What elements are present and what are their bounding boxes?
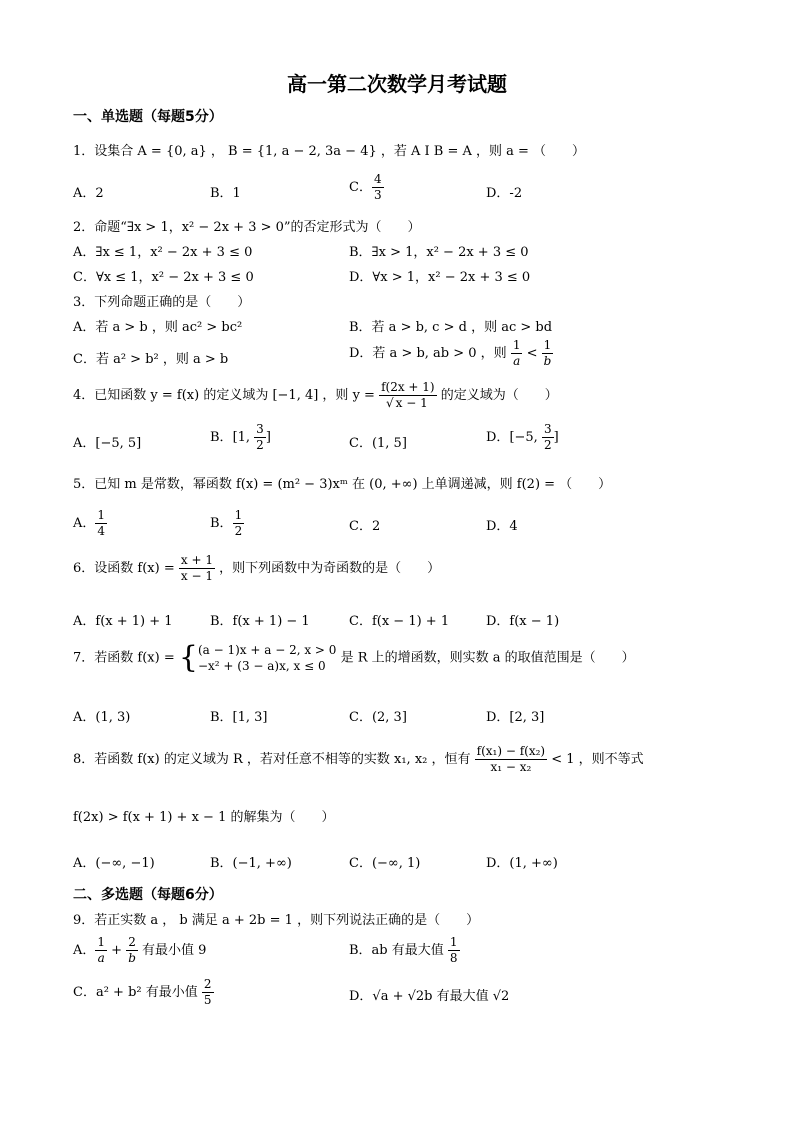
q7-option-b: B．[1, 3]	[210, 710, 268, 725]
fraction-1-over-b: $\frac{1}{b}$	[543, 338, 552, 368]
q7-piece-1: (a − 1)x + a − 2, x > 0	[197, 643, 337, 657]
q4-option-d: D．[−5, $\frac{3}{2}$ ]	[486, 422, 559, 452]
question-2: 2．命题“∃x > 1，x² − 2x + 3 > 0”的否定形式为（ ）	[73, 220, 421, 235]
question-1-number: 1．	[73, 144, 95, 159]
q4-option-b-label: B．	[210, 430, 233, 445]
less-than-sign: <	[526, 346, 538, 361]
q6-function-label: f(x) =	[137, 561, 175, 576]
q2-option-c: C．∀x ≤ 1，x² − 2x + 3 ≤ 0	[73, 270, 254, 285]
q2-option-d: D．∀x > 1，x² − 2x + 3 ≤ 0	[349, 270, 531, 285]
q6-denominator: x − 1	[180, 569, 213, 583]
q7-option-d: D．[2, 3]	[486, 710, 545, 725]
q1-option-c	[349, 172, 384, 203]
q9-option-c: C．a² + b² 有最小值 $\frac{2}{5}$	[73, 977, 212, 1007]
q4-fraction	[379, 380, 437, 411]
q5-option-d: D．4	[486, 519, 518, 534]
q7-text-pre: 7．若函数 f(x) =	[73, 650, 175, 666]
brace: {	[178, 640, 198, 675]
q8-text-post: < 1 ，则不等式	[551, 752, 644, 767]
q4-option-a: A．[−5, 5]	[73, 436, 142, 451]
q9-option-b-text: B．ab 有最大值	[349, 943, 444, 958]
q6-option-d: D．f(x − 1)	[486, 614, 560, 629]
q6-text-post: ，则下列函数中为奇函数的是（ ）	[219, 561, 441, 576]
q6-fraction	[179, 553, 215, 584]
q5-option-b-label: B．	[210, 516, 233, 531]
q9-option-c-text: C．a² + b² 有最小值	[73, 985, 198, 1000]
section-multi-choice: 二、多选题（每题6分）	[73, 887, 223, 903]
q7-piecewise	[198, 642, 336, 674]
q3-option-d-text: D．若 a > b, ab > 0 ，则	[349, 346, 507, 361]
q5-option-a: A． $\frac{1}{4}$	[73, 508, 106, 538]
fraction-1-over-a: $\frac{1}{a}$	[512, 338, 521, 368]
q1-option-c-label: C．	[349, 180, 372, 195]
q4-option-d-label: D．	[486, 430, 510, 445]
q6-option-a: A．f(x + 1) + 1	[73, 614, 173, 629]
q2-option-a: A．∃x ≤ 1，x² − 2x + 3 ≤ 0	[73, 245, 253, 260]
q8-option-c: C．(−∞, 1)	[349, 856, 421, 871]
q9-option-b: B．ab 有最大值 $\frac{1}{8}$	[349, 935, 458, 965]
q4-numerator: f(2x + 1)	[381, 380, 435, 394]
q6-numerator: x + 1	[180, 553, 213, 567]
q5-option-a-label: A．	[73, 516, 96, 531]
q9-option-a-text: 有最小值 9	[142, 943, 207, 958]
question-7	[73, 642, 635, 674]
question-4	[73, 380, 558, 411]
q4-text-pre: 4．已知函数 y = f(x) 的定义域为 [−1, 4] ，则 y =	[73, 388, 375, 403]
q7-piece-2: −x² + (3 − a)x, x ≤ 0	[197, 659, 326, 673]
q3-option-c: C．若 a² > b² ，则 a > b	[73, 352, 229, 367]
q8-text-pre: 8．若函数 f(x) 的定义域为 R ，若对任意不相等的实数 x₁, x₂ ，恒有	[73, 752, 471, 767]
q3-option-b: B．若 a > b, c > d ，则 ac > bd	[349, 320, 553, 335]
q8-option-b: B．(−1, +∞)	[210, 856, 292, 871]
question-3: 3．下列命题正确的是（ ）	[73, 295, 251, 310]
q4-text-post: 的定义域为（ ）	[440, 388, 558, 403]
q8-numerator: f(x₁) − f(x₂)	[476, 744, 546, 758]
page-title: 高一第二次数学月考试题	[287, 72, 507, 96]
q3-option-a: A．若 a > b ，则 ac² > bc²	[73, 320, 243, 335]
question-8-line2: f(2x) > f(x + 1) + x − 1 的解集为（ ）	[73, 810, 335, 825]
q4-option-b: B．[1, $\frac{3}{2}$ ]	[210, 422, 271, 452]
question-5: 5．已知 m 是常数，幂函数 f(x) = (m² − 3)xᵐ 在 (0, +∞) 上单调递减，则 f(2) = （ ）	[73, 477, 612, 492]
question-8	[73, 744, 644, 775]
q8-denominator: x₁ − x₂	[490, 760, 532, 774]
question-1	[73, 140, 585, 159]
question-9: 9．若正实数 a ， b 满足 a + 2b = 1 ，则下列说法正确的是（ ）	[73, 913, 480, 928]
q5-option-b: B． $\frac{1}{2}$	[210, 508, 243, 538]
q9-option-d: D．√a + √2b 有最大值 √2	[349, 989, 510, 1004]
question-1-text: 设集合 A = {0, a} ， B = {1, a − 2, 3a − 4} ，若 A I B = A ，则 a = （ ）	[94, 144, 586, 159]
section-single-choice: 一、单选题（每题5分）	[73, 109, 223, 125]
q1-option-a: A．2	[73, 186, 104, 201]
q8-option-a: A．(−∞, −1)	[73, 856, 155, 871]
q6-text-pre: 6．设函数	[73, 561, 134, 576]
q9-option-a: A． $\frac{1}{a}$ + $\frac{2}{b}$ 有最小值 9	[73, 935, 207, 965]
q1-c-denominator: 3	[373, 188, 382, 202]
q7-option-c: C．(2, 3]	[349, 710, 407, 725]
q8-option-d: D．(1, +∞)	[486, 856, 558, 871]
q4-option-c: C．(1, 5]	[349, 436, 407, 451]
q7-option-a: A．(1, 3)	[73, 710, 131, 725]
q1-c-numerator: 4	[373, 172, 382, 186]
q1-option-c-fraction	[372, 172, 384, 203]
q6-option-c: C．f(x − 1) + 1	[349, 614, 450, 629]
q7-text-post: 是 R 上的增函数，则实数 a 的取值范围是（ ）	[340, 650, 635, 666]
q6-option-b: B．f(x + 1) − 1	[210, 614, 310, 629]
q1-option-d: D．-2	[486, 186, 523, 201]
question-6	[73, 553, 440, 584]
q8-fraction	[475, 744, 547, 775]
q3-option-d	[349, 338, 553, 369]
q4-sqrt-content: x − 1	[395, 396, 428, 410]
q5-option-c: C．2	[349, 519, 381, 534]
q1-option-b: B．1	[210, 186, 241, 201]
q2-option-b: B．∃x > 1，x² − 2x + 3 ≤ 0	[349, 245, 529, 260]
q4-denominator: √ x − 1	[385, 396, 428, 410]
